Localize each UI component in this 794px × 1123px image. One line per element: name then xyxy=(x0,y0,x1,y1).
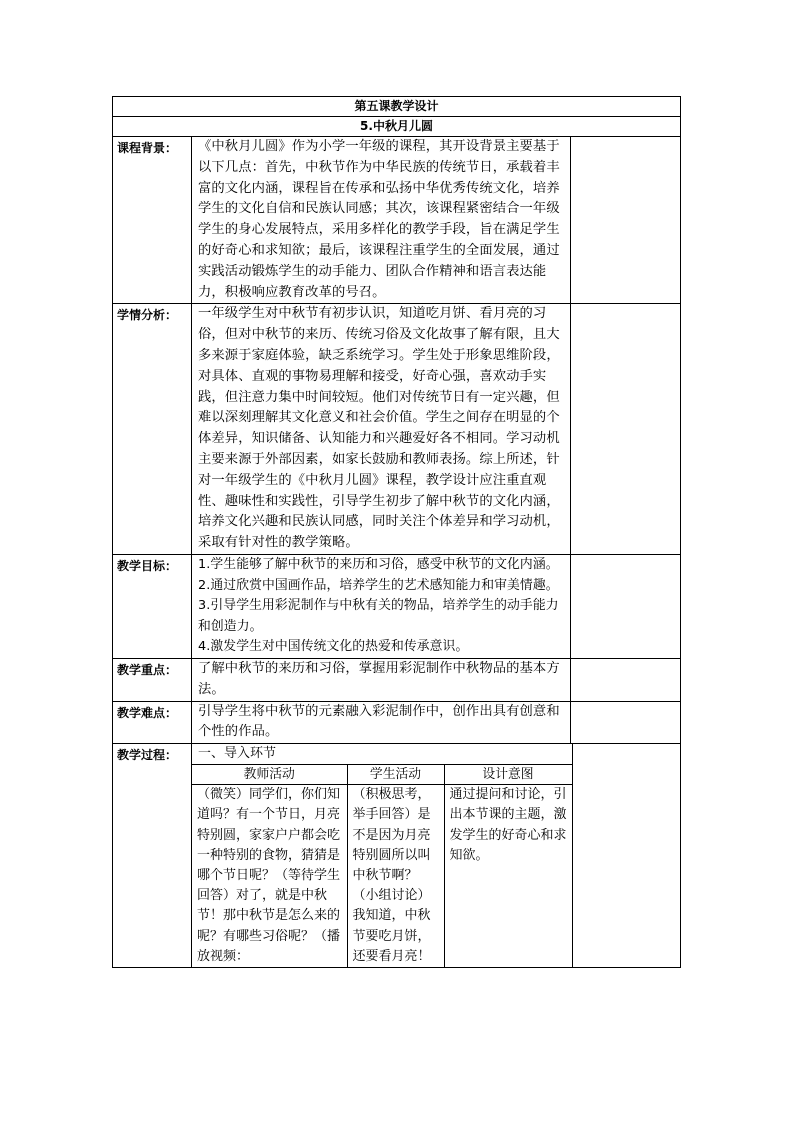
analysis-label: 学情分析： xyxy=(113,304,192,555)
teacher-activity-cell: （微笑）同学们，你们知道吗？有一个节日，月亮特别圆，家家户户都会吃一种特别的食物，猜猜是哪个节日呢？（等待学生回答）对了，就是中秋节！那中秋节是怎么来的呢？有哪些习俗呢？（播放视频： xyxy=(192,785,347,968)
process-label: 教学过程： xyxy=(113,744,192,968)
key-points-text: 了解中秋节的来历和习俗，掌握用彩泥制作中秋物品的基本方法。 xyxy=(192,658,571,701)
key-points-label: 教学重点： xyxy=(113,658,192,701)
background-empty-cell xyxy=(571,137,681,304)
analysis-text: 一年级学生对中秋节有初步认识，知道吃月饼、看月亮的习俗，但对中秋节的来历、传统习俗及文化故事了解有限，且大多来源于家庭体验，缺乏系统学习。学生处于形象思维阶段，对具体、直观的事物易理解和接受，好奇心强，喜欢动手实践，但注意力集中时间较短。他们对传统节日有一定兴趣，但难以深刻理解其文化意义和社会价值。学生之间存在明显的个体差异，知识储备、认知能力和兴趣爱好各不相同。学习动机主要来源于外部因素，如家长鼓励和教师表扬。综上所述，针对一年级学生的《中秋月儿圆》课程，教学设计应注重直观性、趣味性和实践性，引导学生初步了解中秋节的文化内涵，培养文化兴趣和民族认同感，同时关注个体差异和学习动机，采取有针对性的教学策略。 xyxy=(192,304,571,555)
design-intent-cell: 通过提问和讨论，引出本节课的主题，激发学生的好奇心和求知欲。 xyxy=(444,785,572,968)
process-section-title: 一、导入环节 xyxy=(192,744,572,765)
difficulties-empty-cell xyxy=(571,701,681,744)
process-table xyxy=(192,744,573,967)
analysis-empty-cell xyxy=(571,304,681,555)
background-text: 《中秋月儿圆》作为小学一年级的课程，其开设背景主要基于以下几点：首先，中秋节作为中华民族的传统节日，承载着丰富的文化内涵，课程旨在传承和弘扬中华优秀传统文化，培养学生的文化自信和民族认同感；其次，该课程紧密结合一年级学生的身心发展特点，采用多样化的教学手段，旨在满足学生的好奇心和求知欲；最后，该课程注重学生的全面发展，通过实践活动锻炼学生的动手能力、团队合作精神和语言表达能力，积极响应教育改革的号召。 xyxy=(192,137,571,304)
difficulties-label: 教学难点： xyxy=(113,701,192,744)
goals-empty-cell xyxy=(571,554,681,658)
goals-list xyxy=(192,554,571,658)
lesson-plan-page xyxy=(112,96,680,968)
goal-item-1: 1.学生能够了解中秋节的来历和习俗，感受中秋节的文化内涵。 xyxy=(198,556,559,572)
goals-label: 教学目标： xyxy=(113,554,192,658)
background-label: 课程背景： xyxy=(113,137,192,304)
goal-item-4: 4.激发学生对中国传统文化的热爱和传承意识。 xyxy=(198,639,469,655)
goal-item-2: 2.通过欣赏中国画作品，培养学生的艺术感知能力和审美情趣。 xyxy=(198,577,559,593)
lesson-plan-table xyxy=(112,96,681,968)
student-activity-cell: （积极思考，举手回答）是不是因为月亮特别圆所以叫中秋节啊？（小组讨论）我知道，中秋节要吃月饼，还要看月亮！ xyxy=(347,785,444,968)
column-header-intent: 设计意图 xyxy=(444,765,572,785)
key-points-empty-cell xyxy=(571,658,681,701)
column-header-teacher: 教师活动 xyxy=(192,765,347,785)
lesson-subtitle: 5.中秋月儿圆 xyxy=(113,117,681,137)
difficulties-text: 引导学生将中秋节的元素融入彩泥制作中，创作出具有创意和个性的作品。 xyxy=(192,701,571,744)
goal-item-3: 3.引导学生用彩泥制作与中秋有关的物品，培养学生的动手能力和创造力。 xyxy=(198,598,559,634)
process-cell xyxy=(192,744,681,968)
document-title: 第五课教学设计 xyxy=(113,97,681,117)
column-header-student: 学生活动 xyxy=(347,765,444,785)
